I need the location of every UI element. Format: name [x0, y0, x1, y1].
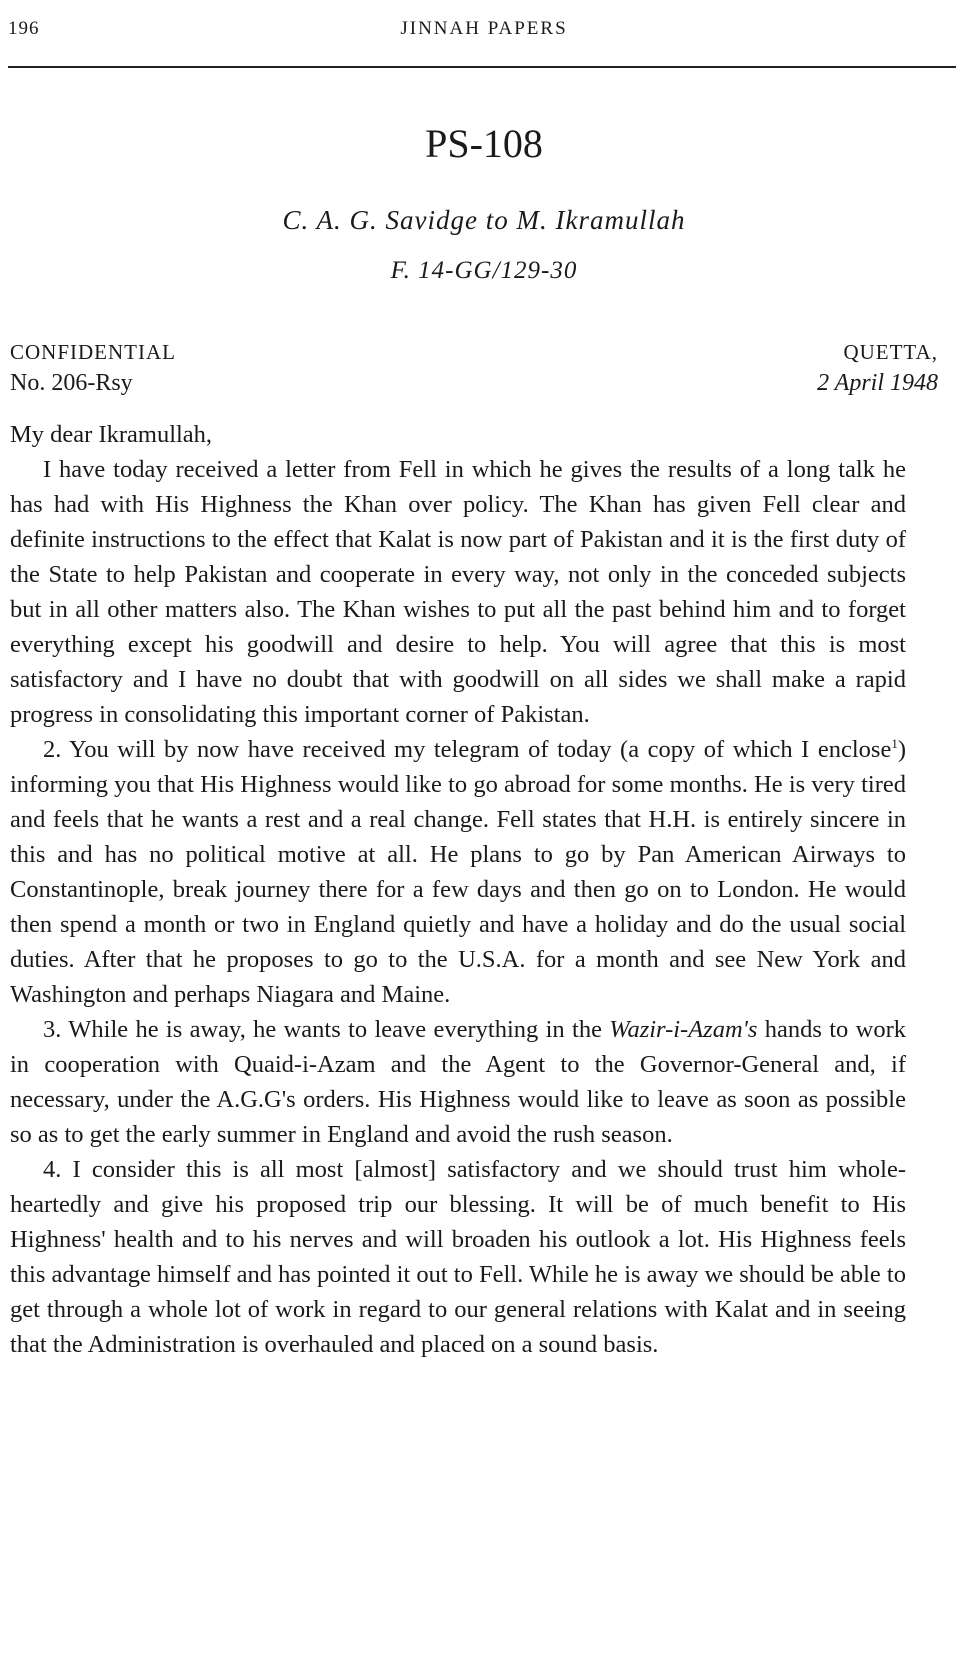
file-reference: F. 14-GG/129-30 [390, 257, 578, 284]
header-rule [8, 66, 956, 68]
letter-body [10, 417, 906, 1362]
paragraph-2-text-a: 2. You will by now have received my telegram of today (a copy of which I enclose [43, 736, 892, 763]
paragraph-1: I have today received a letter from Fell in which he gives the results of a long talk he has had with His Highness the Khan over policy. The Khan has given Fell clear and definite instructions to the effect that Kalat is now part of Pakistan and it is the first duty of the State to help Pakistan and cooperate in every way, not only in the conceded subjects but in all other matters also. The Khan wishes to put all the past behind him and to forget everything except his goodwill and desire to help. You will agree that this is most satisfactory and I have no doubt that with goodwill on all sides we shall make a rapid progress in consolidating this important corner of Pakistan. [10, 456, 906, 728]
letter-meta-right [817, 337, 938, 399]
page-number: 196 [8, 18, 40, 39]
paragraph-2 [10, 732, 906, 1012]
letter-meta-left [10, 337, 176, 399]
letter-date: 2 April 1948 [817, 370, 938, 396]
footnote-marker[interactable]: 1 [891, 735, 898, 751]
reference-number: No. 206-Rsy [10, 370, 133, 396]
place: QUETTA, [843, 340, 938, 364]
paragraph-4: 4. I consider this is all most [almost] satisfactory and we should trust him whole-heartedly and give his proposed trip our blessing. It will be of much benefit to His Highness' health and to his nerves and will broaden his outlook a lot. His Highness feels this advantage himself and has pointed it out to Fell. While he is away we should be able to get through a whole lot of work in regard to our general relations with Kalat and in seeing that the Administration is overhauled and placed on a sound basis. [10, 1156, 906, 1358]
running-head [8, 18, 960, 48]
paragraph-3-text-a: 3. While he is away, he wants to leave everything in the [43, 1016, 610, 1043]
paragraph-3 [10, 1012, 906, 1152]
paragraph-2-text-b: ) informing you that His Highness would like to go abroad for some months. He is very tired and feels that he wants a rest and a real change. Fell states that H.H. is entirely sincere in this and has no political motive at all. He plans to go by Pan American Airways to Constantinople, break journey there for a few days and then go on to London. He would then spend a month or two in England quietly and have a holiday and do the usual social duties. After that he proposes to go to the U.S.A. for a month and see New York and Washington and perhaps Niagara and Maine. [10, 736, 906, 1008]
paragraph-3-text-b: hands to work in cooperation with Quaid-i-Azam and the Agent to the Governor-General and, if necessary, under the A.G.G's orders. His Highness would like to leave as soon as possible so as to get the early summer in England and avoid the rush season. [10, 1016, 906, 1148]
salutation: My dear Ikramullah, [10, 421, 213, 448]
classification: CONFIDENTIAL [10, 340, 176, 364]
document-subtitle: C. A. G. Savidge to M. Ikramullah [282, 205, 686, 235]
book-title: JINNAH PAPERS [400, 18, 568, 39]
document-number: PS-108 [425, 121, 543, 166]
paragraph-3-italic: Wazir-i-Azam's [609, 1016, 758, 1043]
